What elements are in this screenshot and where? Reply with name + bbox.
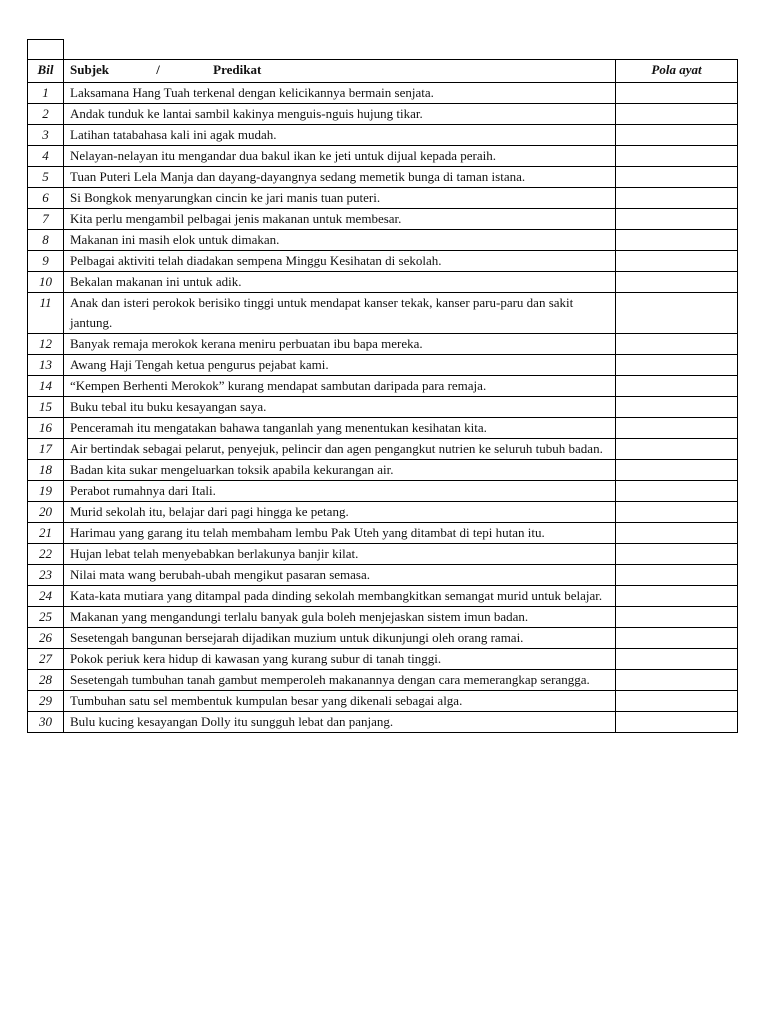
row-number: 4 — [28, 146, 64, 167]
table-row — [28, 439, 738, 460]
pola-ayat-cell[interactable] — [616, 125, 738, 146]
table-row — [28, 230, 738, 251]
pola-ayat-cell[interactable] — [616, 230, 738, 251]
table-body — [28, 83, 738, 733]
row-number: 17 — [28, 439, 64, 460]
row-sentence: Murid sekolah itu, belajar dari pagi hingga ke petang. — [64, 502, 616, 523]
row-sentence: Pokok periuk kera hidup di kawasan yang kurang subur di tanah tinggi. — [64, 649, 616, 670]
row-number: 22 — [28, 544, 64, 565]
header-subjek-predikat — [64, 60, 616, 83]
pola-ayat-cell[interactable] — [616, 209, 738, 230]
table-row — [28, 418, 738, 439]
row-number: 24 — [28, 586, 64, 607]
table-row — [28, 146, 738, 167]
row-sentence: Kata-kata mutiara yang ditampal pada dinding sekolah membangkitkan semangat murid untuk belajar. — [64, 586, 616, 607]
pola-ayat-cell[interactable] — [616, 334, 738, 355]
table-row — [28, 272, 738, 293]
row-sentence: Tuan Puteri Lela Manja dan dayang-dayangnya sedang memetik bunga di taman istana. — [64, 167, 616, 188]
row-number: 5 — [28, 167, 64, 188]
row-sentence: Buku tebal itu buku kesayangan saya. — [64, 397, 616, 418]
table-row — [28, 251, 738, 272]
row-sentence: Sesetengah tumbuhan tanah gambut memperoleh makanannya dengan cara memerangkap serangga. — [64, 670, 616, 691]
table-row — [28, 209, 738, 230]
row-number: 6 — [28, 188, 64, 209]
row-sentence: Badan kita sukar mengeluarkan toksik apabila kekurangan air. — [64, 460, 616, 481]
pola-ayat-cell[interactable] — [616, 628, 738, 649]
row-sentence: Nelayan-nelayan itu mengandar dua bakul ikan ke jeti untuk dijual kepada peraih. — [64, 146, 616, 167]
pola-ayat-cell[interactable] — [616, 167, 738, 188]
row-sentence: Bulu kucing kesayangan Dolly itu sungguh lebat dan panjang. — [64, 712, 616, 733]
table-row — [28, 293, 738, 334]
row-number: 12 — [28, 334, 64, 355]
pola-ayat-cell[interactable] — [616, 272, 738, 293]
row-number: 26 — [28, 628, 64, 649]
pola-ayat-cell[interactable] — [616, 83, 738, 104]
pola-ayat-cell[interactable] — [616, 293, 738, 334]
row-number: 30 — [28, 712, 64, 733]
row-sentence: Awang Haji Tengah ketua pengurus pejabat kami. — [64, 355, 616, 376]
row-sentence: Si Bongkok menyarungkan cincin ke jari manis tuan puteri. — [64, 188, 616, 209]
row-number: 15 — [28, 397, 64, 418]
table-row — [28, 586, 738, 607]
table-row — [28, 628, 738, 649]
table-row — [28, 481, 738, 502]
pola-ayat-cell[interactable] — [616, 607, 738, 628]
row-number: 7 — [28, 209, 64, 230]
table-row — [28, 397, 738, 418]
table-row — [28, 649, 738, 670]
row-number: 8 — [28, 230, 64, 251]
table-row — [28, 502, 738, 523]
row-sentence: Sesetengah bangunan bersejarah dijadikan muzium untuk dikunjungi oleh orang ramai. — [64, 628, 616, 649]
header-row — [28, 60, 738, 83]
pola-ayat-cell[interactable] — [616, 397, 738, 418]
pola-ayat-cell[interactable] — [616, 712, 738, 733]
row-number: 25 — [28, 607, 64, 628]
table-row — [28, 607, 738, 628]
pola-ayat-cell[interactable] — [616, 691, 738, 712]
table-row — [28, 376, 738, 397]
pola-ayat-cell[interactable] — [616, 376, 738, 397]
table-row — [28, 712, 738, 733]
row-number: 29 — [28, 691, 64, 712]
table-row — [28, 188, 738, 209]
pola-ayat-cell[interactable] — [616, 481, 738, 502]
row-sentence: Pelbagai aktiviti telah diadakan sempena Minggu Kesihatan di sekolah. — [64, 251, 616, 272]
row-sentence: Laksamana Hang Tuah terkenal dengan kelicikannya bermain senjata. — [64, 83, 616, 104]
row-number: 18 — [28, 460, 64, 481]
worksheet-table — [27, 59, 738, 733]
corner-cell — [27, 39, 64, 59]
row-number: 13 — [28, 355, 64, 376]
row-sentence: Bekalan makanan ini untuk adik. — [64, 272, 616, 293]
row-number: 21 — [28, 523, 64, 544]
pola-ayat-cell[interactable] — [616, 418, 738, 439]
row-sentence: Nilai mata wang berubah-ubah mengikut pasaran semasa. — [64, 565, 616, 586]
table-row — [28, 523, 738, 544]
row-number: 1 — [28, 83, 64, 104]
header-pola-ayat: Pola ayat — [616, 60, 738, 83]
table-row — [28, 670, 738, 691]
header-bil: Bil — [28, 60, 64, 83]
pola-ayat-cell[interactable] — [616, 146, 738, 167]
row-sentence: Air bertindak sebagai pelarut, penyejuk, pelincir dan agen pengangkut nutrien ke seluruh tubuh badan. — [64, 439, 616, 460]
row-sentence: Perabot rumahnya dari Itali. — [64, 481, 616, 502]
row-number: 9 — [28, 251, 64, 272]
table-row — [28, 83, 738, 104]
row-number: 14 — [28, 376, 64, 397]
row-sentence: Kita perlu mengambil pelbagai jenis makanan untuk membesar. — [64, 209, 616, 230]
table-row — [28, 125, 738, 146]
row-sentence: Latihan tatabahasa kali ini agak mudah. — [64, 125, 616, 146]
pola-ayat-cell[interactable] — [616, 251, 738, 272]
row-sentence: “Kempen Berhenti Merokok” kurang mendapat sambutan daripada para remaja. — [64, 376, 616, 397]
row-number: 2 — [28, 104, 64, 125]
row-sentence: Anak dan isteri perokok berisiko tinggi untuk mendapat kanser tekak, kanser paru-paru dan sakit jantung. — [64, 293, 616, 334]
pola-ayat-cell[interactable] — [616, 649, 738, 670]
row-number: 10 — [28, 272, 64, 293]
row-sentence: Banyak remaja merokok kerana meniru perbuatan ibu bapa mereka. — [64, 334, 616, 355]
table-row — [28, 544, 738, 565]
row-sentence: Hujan lebat telah menyebabkan berlakunya banjir kilat. — [64, 544, 616, 565]
pola-ayat-cell[interactable] — [616, 460, 738, 481]
table-row — [28, 334, 738, 355]
row-number: 20 — [28, 502, 64, 523]
row-number: 11 — [28, 293, 64, 334]
row-number: 23 — [28, 565, 64, 586]
pola-ayat-cell[interactable] — [616, 502, 738, 523]
pola-ayat-cell[interactable] — [616, 188, 738, 209]
header-predikat: Predikat — [213, 62, 262, 77]
row-sentence: Penceramah itu mengatakan bahawa tanganlah yang menentukan kesihatan kita. — [64, 418, 616, 439]
table-row — [28, 355, 738, 376]
header-slash: / — [156, 62, 160, 77]
pola-ayat-cell[interactable] — [616, 104, 738, 125]
table-row — [28, 167, 738, 188]
pola-ayat-cell[interactable] — [616, 586, 738, 607]
row-number: 3 — [28, 125, 64, 146]
pola-ayat-cell[interactable] — [616, 565, 738, 586]
pola-ayat-cell[interactable] — [616, 355, 738, 376]
row-sentence: Andak tunduk ke lantai sambil kakinya menguis-nguis hujung tikar. — [64, 104, 616, 125]
row-sentence: Makanan ini masih elok untuk dimakan. — [64, 230, 616, 251]
header-subjek: Subjek — [70, 62, 110, 77]
table-row — [28, 565, 738, 586]
row-sentence: Tumbuhan satu sel membentuk kumpulan besar yang dikenali sebagai alga. — [64, 691, 616, 712]
row-number: 16 — [28, 418, 64, 439]
table-row — [28, 104, 738, 125]
table-row — [28, 460, 738, 481]
row-number: 19 — [28, 481, 64, 502]
pola-ayat-cell[interactable] — [616, 439, 738, 460]
pola-ayat-cell[interactable] — [616, 523, 738, 544]
pola-ayat-cell[interactable] — [616, 670, 738, 691]
row-number: 27 — [28, 649, 64, 670]
pola-ayat-cell[interactable] — [616, 544, 738, 565]
row-sentence: Makanan yang mengandungi terlalu banyak gula boleh menjejaskan sistem imun badan. — [64, 607, 616, 628]
table-row — [28, 691, 738, 712]
row-sentence: Harimau yang garang itu telah membaham lembu Pak Uteh yang ditambat di tepi hutan itu. — [64, 523, 616, 544]
row-number: 28 — [28, 670, 64, 691]
